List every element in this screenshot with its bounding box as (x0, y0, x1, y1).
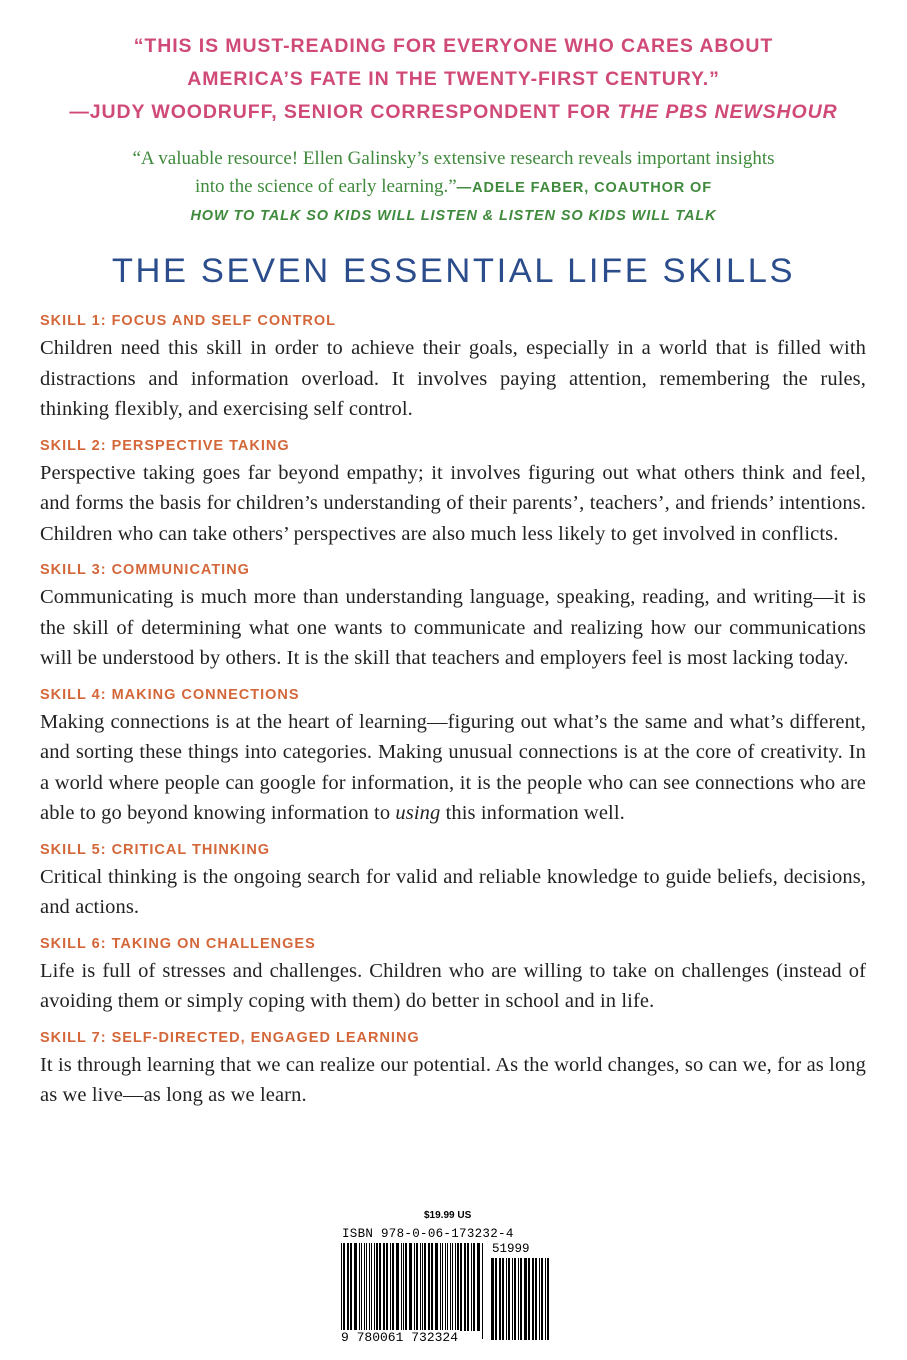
quote-line: “THIS IS MUST-READING FOR EVERYONE WHO CARES ABOUT (133, 35, 774, 57)
skill-section (40, 686, 866, 829)
barcode-bar (359, 1243, 360, 1331)
skill-section (40, 437, 866, 550)
ean-barcode-bars (340, 1243, 486, 1343)
barcode-bar (512, 1258, 513, 1340)
barcode-bar (457, 1243, 459, 1331)
barcode-bar (524, 1258, 527, 1340)
barcode-bar (455, 1243, 456, 1331)
barcode-bar (545, 1258, 546, 1340)
skill-heading: SKILL 1: FOCUS AND SELF CONTROL (40, 313, 337, 329)
barcode-bar (499, 1258, 501, 1340)
barcode-bar (422, 1243, 423, 1331)
ean-number: 9 780061 732324 (341, 1330, 459, 1345)
skill-description: Perspective taking goes far beyond empathy; it involves figuring out what others think and feel, and forms the basis for children’s understanding of their parents’, teachers’, and friends’ intentions. Children who can take others’ perspectives are also much less likely to get involved in conflicts. (40, 461, 866, 545)
skill-section (40, 935, 866, 1017)
barcode-bar (495, 1258, 497, 1340)
barcode-bar (350, 1243, 352, 1331)
quote-line: “A valuable resource! Ellen Galinsky’s extensive research reveals important insights (132, 148, 775, 169)
barcode-bar (374, 1243, 375, 1331)
skill-description: Children need this skill in order to achieve their goals, especially in a world that is filled with distractions and information overload. It involves paying attention, remembering the rules, thinking flexibly, and exercising self control. (40, 337, 866, 420)
barcode-bar (416, 1243, 418, 1331)
barcode-bar (403, 1243, 404, 1331)
quote-attribution: —ADELE FABER, COAUTHOR OF (456, 180, 712, 196)
barcode-bar (445, 1243, 446, 1331)
barcode-bar (506, 1258, 507, 1340)
barcode-bar (491, 1258, 494, 1340)
isbn-barcode (340, 1210, 552, 1350)
skill-heading: SKILL 6: TAKING ON CHALLENGES (40, 935, 316, 952)
skill-section (40, 312, 866, 425)
barcode-bar (508, 1258, 510, 1340)
barcode-bar (477, 1243, 480, 1331)
barcode-bar (440, 1243, 441, 1331)
barcode-bar (518, 1258, 519, 1340)
barcode-bar (502, 1258, 504, 1340)
quote-source: THE PBS NEWSHOUR (617, 101, 838, 123)
barcode-bar (452, 1243, 453, 1339)
barcode-bar (369, 1243, 370, 1331)
addon-barcode-bars (490, 1258, 550, 1343)
skill-heading: SKILL 2: PERSPECTIVE TAKING (40, 437, 290, 454)
barcode-bar (450, 1243, 451, 1331)
barcode-bar (424, 1243, 426, 1331)
barcode-bar (471, 1243, 472, 1331)
price-addon-number: 51999 (492, 1242, 530, 1256)
barcode-bar (390, 1243, 391, 1331)
skill-heading: SKILL 7: SELF-DIRECTED, ENGAGED LEARNING (40, 1029, 420, 1046)
quote-line: AMERICA’S FATE IN THE TWENTY-FIRST CENTURY.” (187, 68, 720, 90)
barcode-bar (514, 1258, 516, 1340)
skill-description: Life is full of stresses and challenges. Children who are willing to take on challenges (instead of avoiding them or simply coping with them) do better in school and in life. (40, 959, 866, 1012)
barcode-bar (528, 1258, 530, 1340)
praise-quote-woodruff (0, 30, 907, 129)
barcode-bar (409, 1243, 412, 1331)
barcode-bar (532, 1258, 534, 1340)
skill-heading: SKILL 3: COMMUNICATING (40, 562, 250, 578)
isbn-number: ISBN 978-0-06-173232-4 (342, 1227, 514, 1241)
barcode-bar (414, 1243, 415, 1331)
skill-description: Making connections is at the heart of learning—figuring out what’s the same and what’s different, and sorting these things into categories. Making unusual connections is at the core of creativity. In a world where people can google for information, it is the people who can see connections who are able to go beyond knowing information to using this information well. (40, 710, 866, 824)
barcode-bar (460, 1243, 462, 1331)
barcode-bar (341, 1243, 342, 1339)
quote-line: into the science of early learning.”—ADELE FABER, COAUTHOR OF (195, 176, 712, 197)
barcode-bar (539, 1258, 540, 1340)
barcode-bar (371, 1243, 372, 1331)
barcode-bar (535, 1258, 537, 1340)
praise-quote-faber (0, 145, 907, 230)
skill-description: Communicating is much more than understanding language, speaking, reading, and writing—it is the skill of determining what one wants to communicate and realizing how our communications will be understood by others. It is the skill that teachers and employers feel is most lacking today. (40, 586, 866, 669)
skill-heading: SKILL 5: CRITICAL THINKING (40, 841, 271, 858)
barcode-bar (447, 1243, 448, 1331)
barcode-bar (361, 1243, 362, 1331)
barcode-bar (364, 1243, 365, 1331)
barcode-bar (467, 1243, 469, 1331)
skill-description: It is through learning that we can realize our potential. As the world changes, so can we, for as long as we live—as long as we learn. (40, 1053, 866, 1106)
price-label: $19.99 US (424, 1210, 472, 1221)
barcode-bar (520, 1258, 522, 1340)
barcode-bar (547, 1258, 549, 1340)
skill-section (40, 841, 866, 923)
barcode-bar (347, 1243, 349, 1331)
barcode-bar (442, 1243, 443, 1331)
barcode-bar (392, 1243, 394, 1331)
barcode-bar (431, 1243, 433, 1331)
barcode-bar (376, 1243, 378, 1339)
skill-section (40, 1029, 866, 1111)
barcode-bar (482, 1243, 483, 1339)
barcode-bar (379, 1243, 381, 1331)
barcode-bar (428, 1243, 430, 1331)
barcode-bar (541, 1258, 543, 1340)
barcode-bar (383, 1243, 385, 1331)
quote-book-title: HOW TO TALK SO KIDS WILL LISTEN & LISTEN SO KIDS WILL TALK (190, 208, 717, 224)
barcode-bar (386, 1243, 388, 1331)
barcode-bar (343, 1243, 345, 1339)
skill-heading: SKILL 4: MAKING CONNECTIONS (40, 686, 300, 703)
barcode-bar (420, 1243, 421, 1331)
barcode-bar (366, 1243, 367, 1331)
page-title: THE SEVEN ESSENTIAL LIFE SKILLS (111, 252, 796, 290)
barcode-bar (354, 1243, 357, 1331)
skills-list (40, 312, 866, 1123)
barcode-bar (396, 1243, 399, 1331)
barcode-bar (405, 1243, 407, 1331)
barcode-bar (464, 1243, 466, 1331)
quote-attribution: —JUDY WOODRUFF, SENIOR CORRESPONDENT FOR THE PBS NEWSHOUR (69, 101, 838, 123)
barcode-bar (401, 1243, 402, 1331)
barcode-bar (435, 1243, 438, 1331)
barcode-bar (473, 1243, 475, 1331)
emphasis-text: using (395, 802, 441, 824)
skill-description: Critical thinking is the ongoing search for valid and reliable knowledge to guide beliefs, decisions, and actions. (40, 865, 866, 918)
skill-section (40, 561, 866, 674)
